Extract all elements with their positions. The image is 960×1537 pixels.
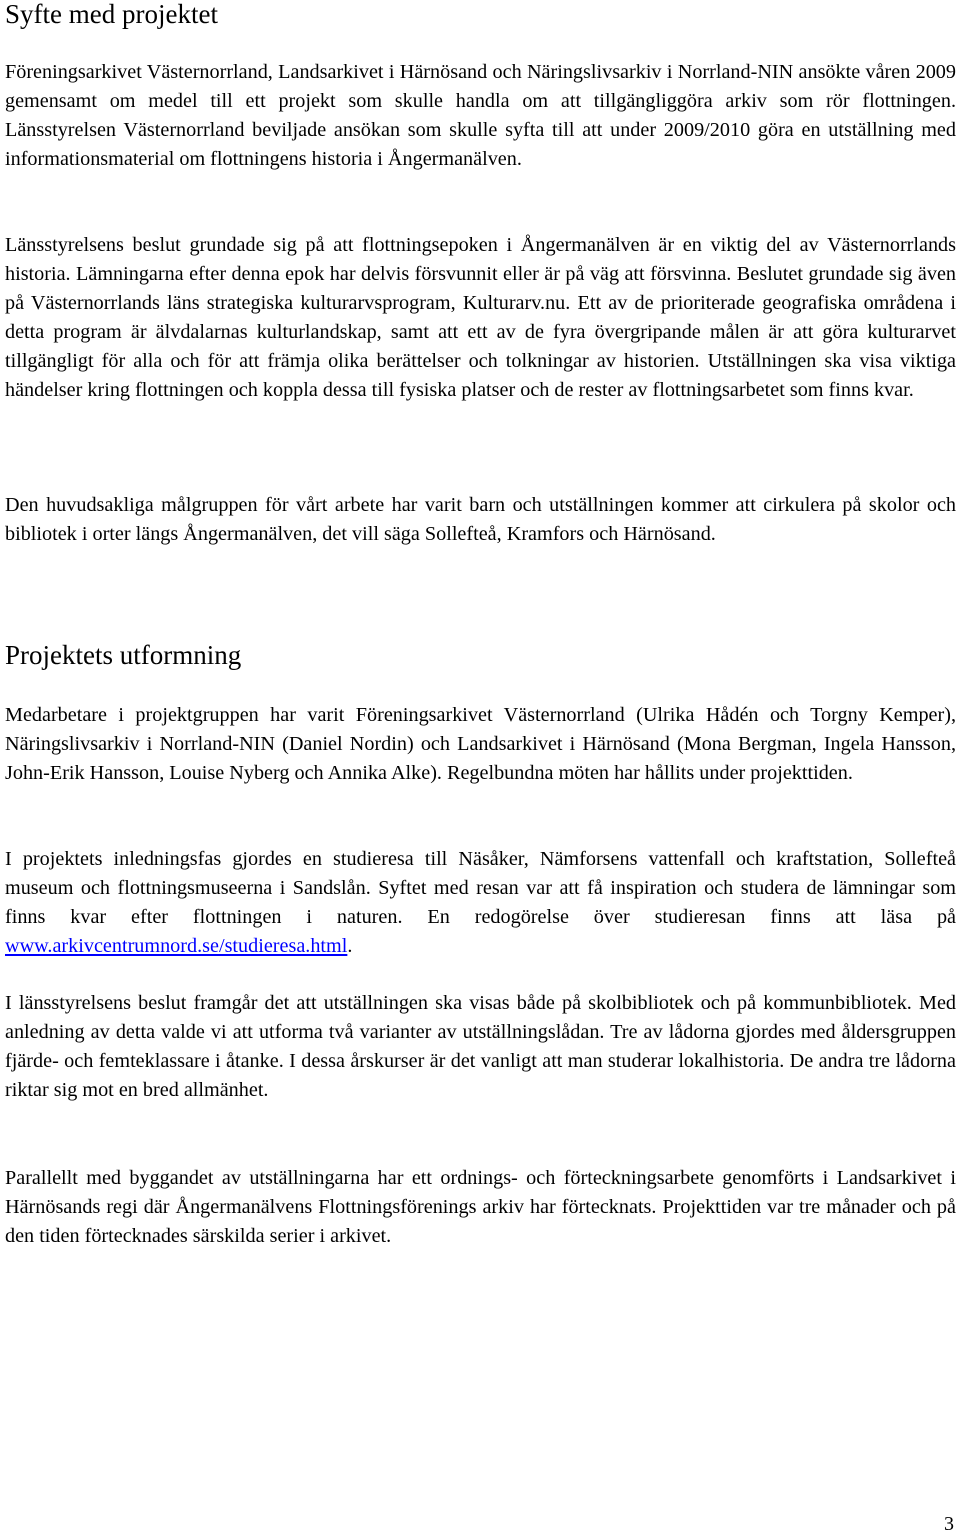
paragraph: I länsstyrelsens beslut framgår det att utställningen ska visas både på skolbibliotek och på kommunbibliotek. Med anledning av detta valde vi att utforma två varianter av utställningslådan. Tre av lådorna gjordes med åldersgruppen fjärde- och femteklassare i åtanke. I dessa årskurser är det vanligt att man studerar lokalhistoria. De andra tre lådorna riktar sig mot en bred allmänhet. — [5, 992, 956, 1101]
page-number: 3 — [944, 1513, 954, 1535]
paragraph-text: I projektets inledningsfas gjordes en studieresa till Näsåker, Nämforsens vattenfall och kraftstation, Sollefteå museum och flottningsmuseerna i Sandslån. Syftet med resan var att få inspiration och studera de lämningar som finns kvar efter flottningen i naturen. En redogörelse över studieresan finns att läsa på — [5, 848, 956, 928]
paragraph: Parallellt med byggandet av utställningarna har ett ordnings- och förteckningsarbete genomförts i Landsarkivet i Härnösands regi där Ångermanälvens Flottningsförenings arkiv har förtecknats. Projekttiden var tre månader och på den tiden förtecknades särskilda serier i arkivet. — [5, 1167, 956, 1247]
paragraph-with-link — [5, 845, 956, 961]
paragraph: Den huvudsakliga målgruppen för vårt arbete har varit barn och utställningen kommer att cirkulera på skolor och bibliotek i orter längs Ångermanälven, det vill säga Sollefteå, Kramfors och Härnösand. — [5, 494, 956, 545]
paragraph-text-end: . — [347, 935, 353, 957]
studieresa-link[interactable]: www.arkivcentrumnord.se/studieresa.html — [5, 935, 348, 957]
section-heading-design: Projektets utformning — [5, 640, 242, 670]
paragraph: Föreningsarkivet Västernorrland, Landsarkivet i Härnösand och Näringslivsarkiv i Norrland-NIN ansökte våren 2009 gemensamt om medel till ett projekt som skulle handla om att tillgängliggöra arkiv som rör flottningen. Länsstyrelsen Västernorrland beviljade ansökan som skulle syfta till att under 2009/2010 göra en utställning med informationsmaterial om flottningens historia i Ångermanälven. — [5, 61, 956, 170]
paragraph: Medarbetare i projektgruppen har varit Föreningsarkivet Västernorrland (Ulrika Hådén och Torgny Kemper), Näringslivsarkiv i Norrland-NIN (Daniel Nordin) och Landsarkivet i Härnösand (Mona Bergman, Ingela Hansson, John-Erik Hansson, Louise Nyberg och Annika Alke). Regelbundna möten har hållits under projekttiden. — [5, 704, 956, 784]
paragraph: Länsstyrelsens beslut grundade sig på att flottningsepoken i Ångermanälven är en viktig del av Västernorrlands historia. Lämningarna efter denna epok har delvis försvunnit eller är på väg att försvinna. Beslutet grundade sig även på Västernorrlands läns strategiska kulturarvsprogram, Kulturarv.nu. Ett av de prioriterade geografiska områdena i detta program är älvdalarnas kulturlandskap, samt att ett av de fyra övergripande målen är att göra kulturarvet tillgängligt för alla och för att främja olika berättelser och tolkningar av historien. Utställningen ska visa viktiga händelser kring flottningen och koppla dessa till fysiska platser och de rester av flottningsarbetet som finns kvar. — [5, 234, 956, 401]
section-heading-purpose: Syfte med projektet — [5, 0, 218, 29]
